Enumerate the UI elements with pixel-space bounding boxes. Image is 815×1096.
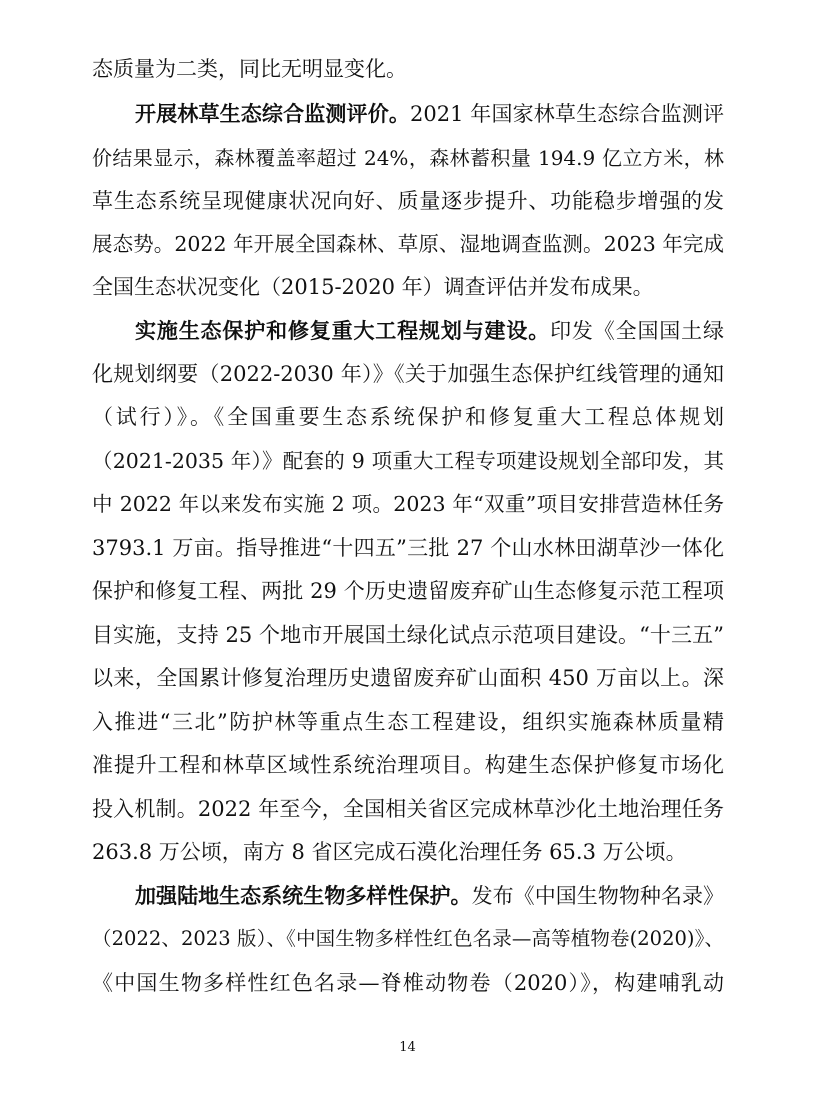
paragraph-line (92, 707, 724, 737)
paragraph-line (92, 576, 724, 606)
body-text: 草生态系统呈现健康状况向好、质量逐步提升、功能稳步增强的发 (92, 189, 724, 213)
body-text: 263.8 万公顷，南方 8 省区完成石漠化治理任务 65.3 万公顷。 (92, 840, 687, 864)
paragraph-heading: 实施生态保护和修复重大工程规划与建设。 (135, 318, 551, 343)
paragraph-line (92, 663, 724, 693)
paragraph-line (92, 54, 724, 84)
body-text: 《中国生物多样性红色名录—脊椎动物卷（2020）》，构建哺乳动 (92, 971, 724, 995)
paragraph-heading: 加强陆地生态系统生物多样性保护。 (135, 883, 472, 908)
page-number: 14 (399, 1040, 416, 1055)
body-text: 发布《中国生物物种名录》 (471, 884, 724, 908)
body-text: 化规划纲要（2022-2030 年）》《关于加强生态保护红线管理的通知 (92, 362, 724, 386)
body-text: （2022、2023 版）、《中国生物多样性红色名录—高等植物卷(2020)》、 (92, 927, 724, 950)
paragraph-line (92, 837, 724, 867)
paragraph-line (92, 750, 724, 780)
body-text: 3793.1 万亩。指导推进“十四五”三批 27 个山水林田湖草沙一体化 (92, 536, 724, 560)
paragraph-line (92, 402, 724, 432)
body-text: 入推进“三北”防护林等重点生态工程建设，组织实施森林质量精 (92, 710, 724, 734)
paragraph-line (92, 533, 724, 563)
body-text: 投入机制。2022 年至今，全国相关省区完成林草沙化土地治理任务 (92, 797, 724, 821)
body-text: 中 2022 年以来发布实施 2 项。2023 年“双重”项目安排营造林任务 (92, 492, 724, 516)
body-text: （2021-2035 年）》配套的 9 项重大工程专项建设规划全部印发，其 (92, 449, 724, 473)
paragraph-line (92, 794, 724, 824)
body-text: 准提升工程和林草区域性系统治理项目。构建生态保护修复市场化 (92, 753, 724, 777)
body-text: 全国生态状况变化（2015-2020 年）调查评估并发布成果。 (92, 275, 654, 299)
paragraph-line (92, 272, 724, 302)
body-text: 态质量为二类，同比无明显变化。 (92, 57, 407, 81)
paragraph-line (92, 620, 724, 650)
paragraph-line (92, 924, 724, 954)
paragraph-first-line (135, 881, 724, 911)
paragraph-first-line (135, 99, 724, 129)
paragraph-line (92, 359, 724, 389)
body-text: 以来，全国累计修复治理历史遗留废弃矿山面积 450 万亩以上。深 (92, 666, 724, 690)
body-text: 价结果显示，森林覆盖率超过 24%，森林蓄积量 194.9 亿立方米，林 (92, 146, 724, 170)
body-text: 印发《全国国土绿 (550, 319, 724, 343)
paragraph-line (92, 446, 724, 476)
paragraph-line (92, 968, 724, 998)
paragraph-line (92, 186, 724, 216)
paragraph-line (92, 143, 724, 173)
body-text: （试行）》。《全国重要生态系统保护和修复重大工程总体规划 (92, 405, 724, 429)
paragraph-heading: 开展林草生态综合监测评价。 (135, 101, 411, 126)
paragraph-first-line (135, 316, 724, 346)
paragraph-line (92, 489, 724, 519)
body-text: 目实施，支持 25 个地市开展国土绿化试点示范项目建设。“十三五” (92, 623, 724, 647)
body-text: 展态势。2022 年开展全国森林、草原、湿地调查监测。2023 年完成 (92, 232, 724, 256)
body-text: 2021 年国家林草生态综合监测评 (410, 102, 724, 126)
body-text: 保护和修复工程、两批 29 个历史遗留废弃矿山生态修复示范工程项 (92, 579, 724, 603)
paragraph-line (92, 229, 724, 259)
